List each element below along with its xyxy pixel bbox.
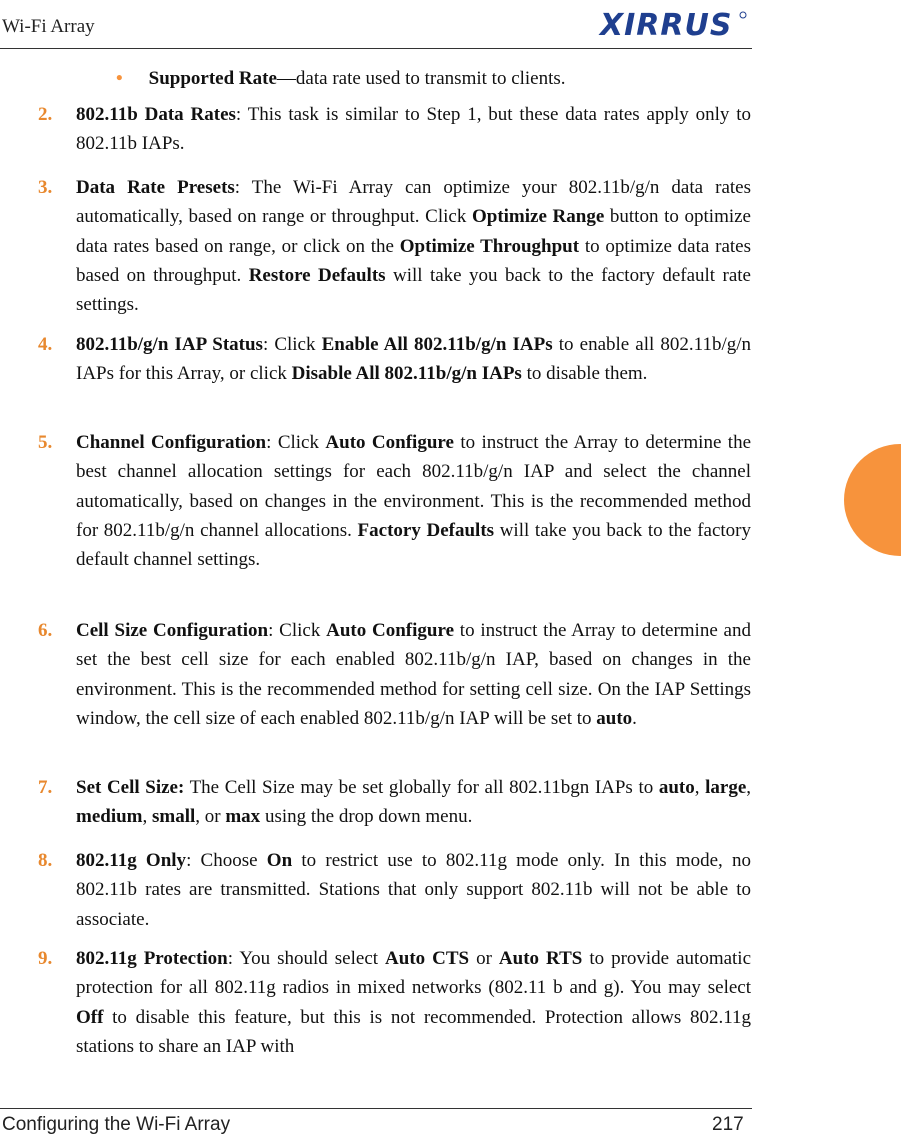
header-rule	[0, 48, 752, 49]
footer-page-number: 217	[712, 1114, 744, 1135]
list-item-text	[76, 330, 751, 389]
bullet-text: —data rate used to transmit to clients.	[276, 68, 566, 89]
bullet-icon: •	[116, 68, 123, 89]
text-run: or	[469, 948, 499, 969]
list-item	[0, 100, 751, 159]
list-item-text	[76, 100, 751, 159]
bold-term: auto	[596, 707, 633, 729]
text-run: to restrict use to 802.11g mode only. In this mode, no 802.11b rates are transmitted. Stations that only support 802.11b will not be able to associate.	[76, 850, 752, 930]
footer-section-title: Configuring the Wi-Fi Array	[2, 1114, 231, 1135]
text-run: , or	[195, 806, 226, 828]
list-item-number: 2.	[38, 104, 53, 125]
text-run: to instruct the Array to determine and set the best cell size for each enabled 802.11b/g/n IAP, based on changes in the environment. This is the recommended method for setting cell size. On the IAP Settings window, the cell size of each enabled 802.11b/g/n IAP will be set to	[76, 620, 751, 729]
list-item-number: 3.	[38, 177, 53, 198]
text-run: ,	[746, 777, 752, 798]
bold-term: Auto Configure	[326, 620, 455, 641]
text-run: .	[632, 707, 637, 729]
list-item-text	[76, 616, 751, 733]
bold-term: 802.11g Only	[76, 850, 187, 871]
bold-term: Restore Defaults	[248, 264, 386, 286]
text-run: : Click	[268, 620, 327, 641]
bold-term: Auto Configure	[325, 432, 454, 453]
text-run: The Cell Size may be set globally for all 802.11bgn IAPs to	[184, 777, 659, 798]
bold-term: Enable All 802.11b/g/n IAPs	[321, 334, 553, 355]
bold-term: 802.11g Protection	[76, 948, 228, 969]
bold-term: 802.11b/g/n IAP Status	[76, 334, 263, 355]
text-run: using the drop down menu.	[260, 806, 473, 828]
list-item-text	[76, 173, 751, 319]
text-run: to disable them.	[521, 363, 648, 385]
text-run: : Click	[266, 432, 326, 453]
list-item	[0, 330, 751, 389]
list-item	[0, 944, 751, 1061]
text-run: : You should select	[227, 948, 386, 969]
bullet-supported-rate	[116, 66, 566, 92]
list-item-text	[76, 846, 751, 934]
list-item-number: 9.	[38, 948, 53, 969]
text-run: to optimize data rates based on throughput.	[76, 235, 751, 286]
bold-term: Factory Defaults	[357, 519, 495, 541]
text-run: to provide automatic protection for all 802.11g radios in mixed networks (802.11 b and g). You may select	[76, 948, 752, 999]
bold-term: Set Cell Size:	[76, 777, 185, 798]
bold-term: Auto RTS	[498, 948, 583, 969]
text-run: : This task is similar to Step 1, but these data rates apply only to 802.11b IAPs.	[76, 104, 751, 155]
page-header-title: Wi-Fi Array	[2, 16, 95, 37]
bullet-term: Supported Rate	[148, 68, 277, 89]
bold-term: On	[266, 850, 293, 871]
list-item-text	[76, 944, 751, 1061]
text-run: to instruct the Array to determine the best channel allocation settings for each 802.11b/g/n IAP and select the channel automatically, based on changes in the environment. This is the recommended method for 802.11b/g/n channel allocations.	[76, 432, 752, 541]
footer-rule	[0, 1108, 752, 1109]
list-item-number: 5.	[38, 432, 53, 453]
bold-term: Auto CTS	[385, 948, 470, 969]
list-item	[0, 773, 751, 832]
bold-term: small	[152, 806, 196, 828]
text-run: button to optimize data rates based on range, or click on the	[76, 206, 751, 257]
bold-term: auto	[658, 777, 695, 798]
bold-term: Channel Configuration	[76, 432, 267, 453]
text-run: : Click	[262, 334, 322, 355]
section-tab-marker	[844, 444, 901, 556]
text-run: will take you back to the factory default rate settings.	[76, 264, 751, 316]
bold-term: Cell Size Configuration	[76, 620, 269, 641]
text-run: to enable all 802.11b/g/n IAPs for this Array, or click	[76, 334, 751, 385]
bold-term: 802.11b Data Rates	[76, 104, 236, 125]
bold-term: max	[225, 806, 261, 828]
bold-term: large	[705, 777, 747, 798]
text-run: will take you back to the factory default channel settings.	[76, 519, 751, 571]
bold-term: Off	[76, 1006, 104, 1028]
text-run: : Choose	[186, 850, 267, 871]
text-run: ,	[694, 777, 706, 798]
text-run: : The Wi-Fi Array can optimize your 802.11b/g/n data rates automatically, based on range or throughput. Click	[76, 177, 751, 228]
list-item-text	[76, 773, 751, 832]
list-item-text	[76, 428, 751, 574]
list-item-number: 4.	[38, 334, 53, 355]
text-run: ,	[142, 806, 152, 828]
bold-term: Disable All 802.11b/g/n IAPs	[291, 363, 522, 385]
list-item-number: 6.	[38, 620, 53, 641]
bold-term: medium	[76, 806, 143, 828]
list-item	[0, 616, 751, 733]
text-run: to disable this feature, but this is not recommended. Protection allows 802.11g stations to share an IAP with	[76, 1006, 751, 1057]
list-item-number: 8.	[38, 850, 53, 871]
bold-term: Optimize Throughput	[399, 235, 580, 257]
list-item	[0, 428, 751, 574]
svg-text:XIRRUS: XIRRUS	[600, 8, 733, 42]
bold-term: Data Rate Presets	[76, 177, 235, 198]
list-item-number: 7.	[38, 777, 53, 798]
bold-term: Optimize Range	[471, 206, 605, 228]
xirrus-logo	[598, 6, 748, 42]
list-item	[0, 173, 751, 319]
list-item	[0, 846, 751, 934]
